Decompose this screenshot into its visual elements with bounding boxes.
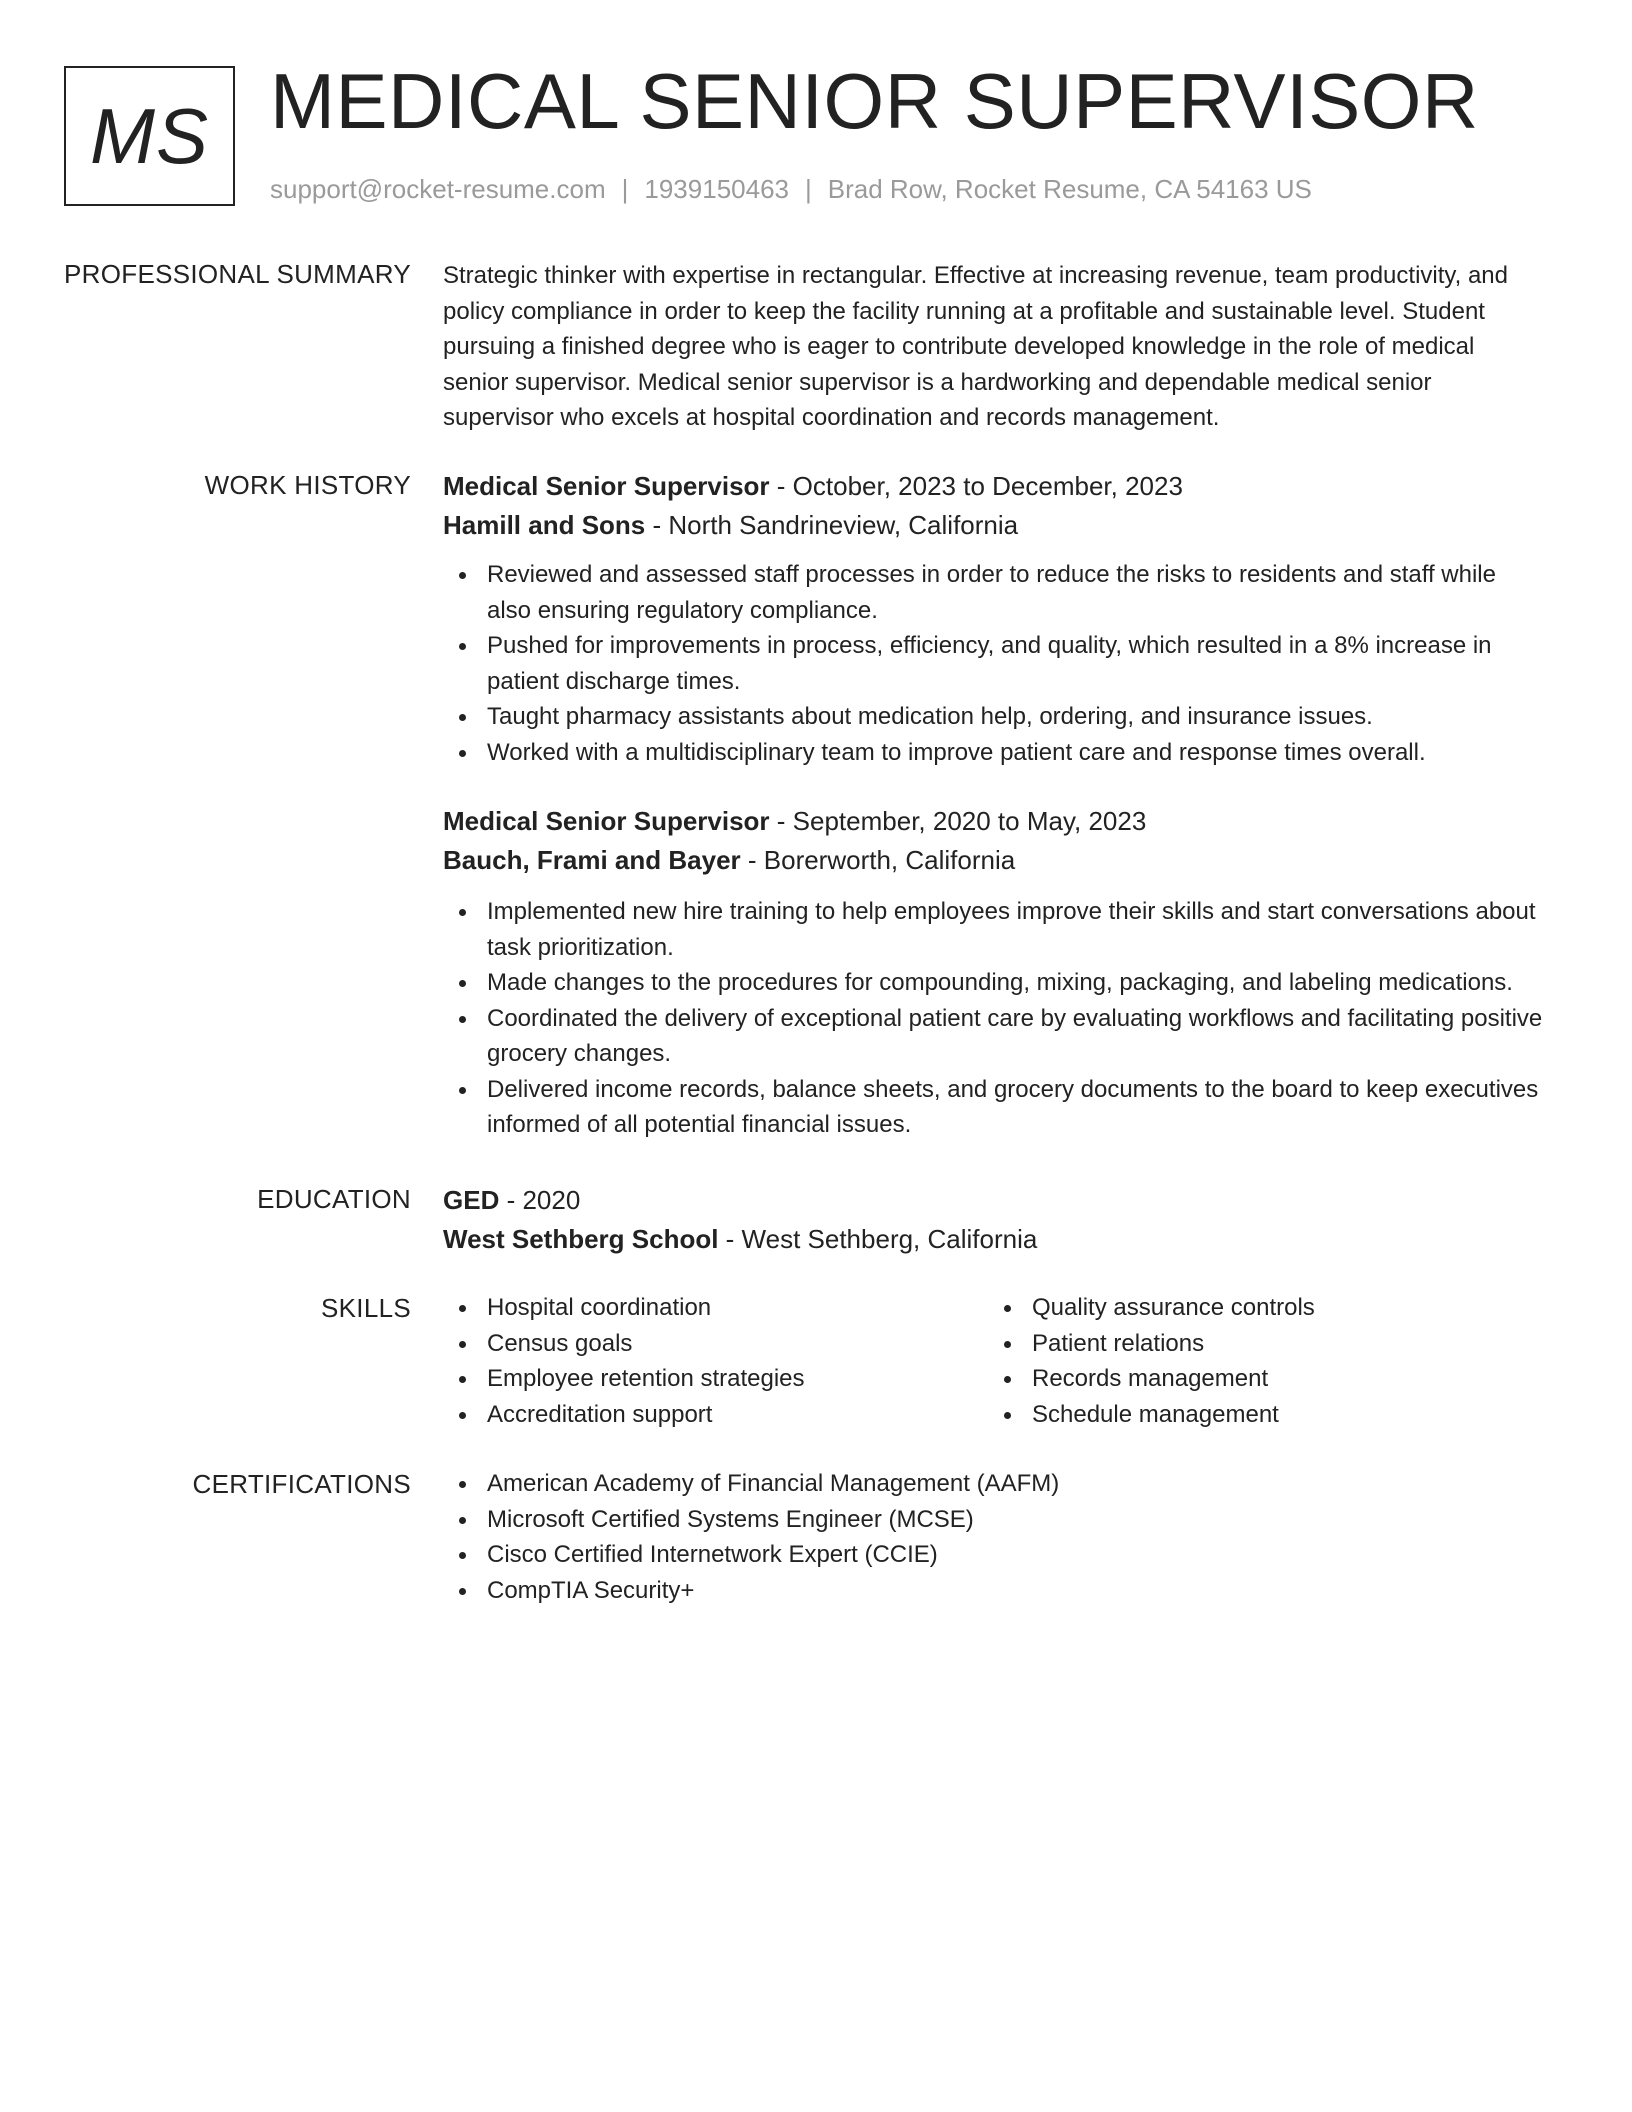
- contact-separator: |: [805, 174, 812, 204]
- work-history-heading: WORK HISTORY: [204, 470, 411, 500]
- job-location: - North Sandrineview, California: [645, 510, 1019, 540]
- job-bullets: [443, 894, 1543, 1143]
- job-title: Medical Senior Supervisor: [443, 806, 770, 836]
- list-item: Patient relations: [988, 1326, 1533, 1362]
- resume-title: MEDICAL SENIOR SUPERVISOR: [270, 57, 1479, 145]
- list-item: CompTIA Security+: [443, 1573, 1543, 1609]
- certifications-heading: CERTIFICATIONS: [192, 1469, 411, 1499]
- job-title-line: [443, 802, 1543, 841]
- list-item: American Academy of Financial Management (AAFM): [443, 1466, 1543, 1502]
- list-item: Records management: [988, 1361, 1533, 1397]
- job-location: - Borerworth, California: [740, 845, 1016, 875]
- job-entry: [443, 802, 1543, 1143]
- job-bullets: [443, 557, 1543, 770]
- monogram-initials: MS: [90, 91, 209, 180]
- list-item: Worked with a multidisciplinary team to improve patient care and response times overall.: [443, 735, 1543, 771]
- contact-line: [270, 172, 1312, 206]
- list-item: Employee retention strategies: [443, 1361, 988, 1397]
- job-company: Hamill and Sons: [443, 510, 646, 540]
- skills-columns: [443, 1290, 1543, 1432]
- job-dates: - October, 2023 to December, 2023: [769, 471, 1183, 501]
- skills-list-left: [443, 1290, 988, 1432]
- education-school-line: [443, 1220, 1543, 1259]
- education-degree-line: [443, 1181, 1543, 1220]
- list-item: Schedule management: [988, 1397, 1533, 1433]
- summary-body: [443, 256, 1543, 436]
- job-title: Medical Senior Supervisor: [443, 471, 770, 501]
- certifications-body: [443, 1466, 1543, 1608]
- job-dates: - September, 2020 to May, 2023: [769, 806, 1147, 836]
- skills-heading: SKILLS: [321, 1293, 411, 1323]
- education-degree: GED: [443, 1185, 500, 1215]
- education-heading: EDUCATION: [257, 1184, 411, 1214]
- monogram-box: [64, 66, 235, 206]
- list-item: Cisco Certified Internetwork Expert (CCIE): [443, 1537, 1543, 1573]
- contact-email: support@rocket-resume.com: [270, 174, 606, 204]
- certifications-list: [443, 1466, 1543, 1608]
- list-item: Implemented new hire training to help employees improve their skills and start conversations about task prioritization.: [443, 894, 1543, 965]
- contact-phone: 1939150463: [644, 174, 789, 204]
- job-company-line: [443, 841, 1543, 880]
- skills-body: [443, 1290, 1543, 1432]
- job-company: Bauch, Frami and Bayer: [443, 845, 741, 875]
- education-body: [443, 1181, 1543, 1259]
- list-item: Coordinated the delivery of exceptional patient care by evaluating workflows and facilitating positive grocery changes.: [443, 1001, 1543, 1072]
- list-item: Quality assurance controls: [988, 1290, 1533, 1326]
- list-item: Taught pharmacy assistants about medication help, ordering, and insurance issues.: [443, 699, 1543, 735]
- summary-text: Strategic thinker with expertise in rectangular. Effective at increasing revenue, team productivity, and policy compliance in order to keep the facility running at a profitable and sustainable level. Student pursuing a finished degree who is eager to contribute developed knowledge in the role of medical senior supervisor. Medical senior supervisor is a hardworking and dependable medical senior supervisor who excels at hospital coordination and records management.: [443, 262, 1508, 431]
- summary-heading: PROFESSIONAL SUMMARY: [64, 259, 411, 289]
- skills-list-right: [988, 1290, 1533, 1432]
- contact-separator: |: [621, 174, 629, 204]
- job-company-line: [443, 506, 1543, 545]
- list-item: Hospital coordination: [443, 1290, 988, 1326]
- job-title-line: [443, 467, 1543, 506]
- list-item: Accreditation support: [443, 1397, 988, 1433]
- contact-address: Brad Row, Rocket Resume, CA 54163 US: [827, 174, 1312, 204]
- list-item: Made changes to the procedures for compounding, mixing, packaging, and labeling medications.: [443, 965, 1543, 1001]
- list-item: Reviewed and assessed staff processes in order to reduce the risks to residents and staff while also ensuring regulatory compliance.: [443, 557, 1543, 628]
- education-school: West Sethberg School: [443, 1224, 719, 1254]
- education-location: - West Sethberg, California: [718, 1224, 1038, 1254]
- list-item: Pushed for improvements in process, efficiency, and quality, which resulted in a 8% increase in patient discharge times.: [443, 628, 1543, 699]
- work-history-body: [443, 467, 1543, 1143]
- job-entry: [443, 467, 1543, 770]
- list-item: Census goals: [443, 1326, 988, 1362]
- list-item: Delivered income records, balance sheets, and grocery documents to the board to keep executives informed of all potential financial issues.: [443, 1072, 1543, 1143]
- list-item: Microsoft Certified Systems Engineer (MCSE): [443, 1502, 1543, 1538]
- education-year: - 2020: [499, 1185, 581, 1215]
